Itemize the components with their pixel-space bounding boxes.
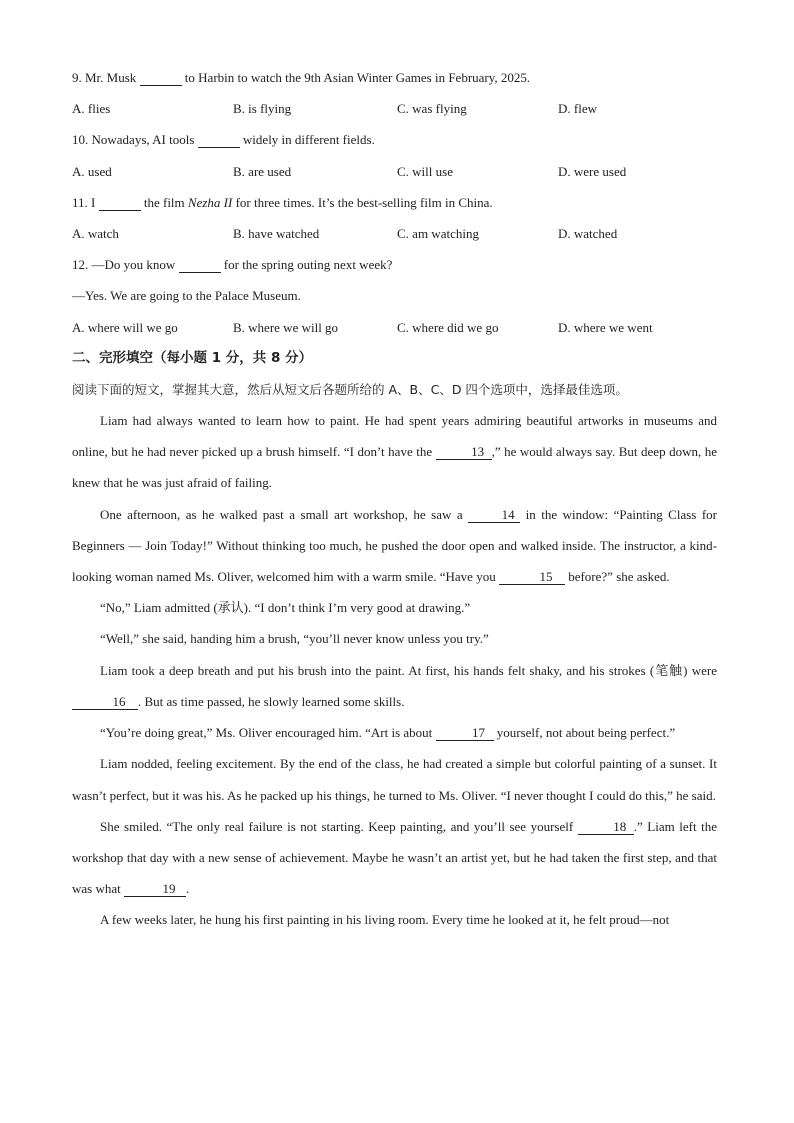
options-10 xyxy=(72,156,717,187)
blank-15: 15 xyxy=(499,570,565,585)
option-b: B. are used xyxy=(233,163,292,179)
passage-text: “You’re doing great,” Ms. Oliver encouraged him. “Art is about xyxy=(100,725,436,741)
option-d: D. flew xyxy=(558,101,597,117)
option-d: D. were used xyxy=(558,163,627,179)
blank-19: 19 xyxy=(124,882,186,897)
answer-blank xyxy=(198,133,240,148)
passage-text: before?” she asked. xyxy=(564,569,670,585)
question-stem: the film xyxy=(140,194,188,210)
film-title: Nezha II xyxy=(187,194,233,210)
option-a: A. watch xyxy=(72,225,119,241)
passage-text: ,” he would always say. But deep down, he knew that he was just afraid of failing. xyxy=(72,444,717,491)
passage-paragraph-3: “No,” Liam admitted (承认). “I don’t think I’m very good at drawing.” xyxy=(100,600,471,616)
blank-17: 17 xyxy=(436,726,494,741)
option-c: C. where did we go xyxy=(397,319,499,335)
question-stem: 10. Nowadays, AI tools xyxy=(72,132,198,148)
passage-paragraph-1 xyxy=(72,405,717,499)
passage-paragraph-4: “Well,” she said, handing him a brush, “you’ll never know unless you try.” xyxy=(100,631,489,647)
question-stem: 11. I xyxy=(72,194,99,210)
option-c: C. was flying xyxy=(397,101,467,117)
option-d: D. watched xyxy=(558,225,618,241)
question-stem: for the spring outing next week? xyxy=(220,257,393,273)
option-d: D. where we went xyxy=(558,319,653,335)
passage-text: . xyxy=(186,881,190,897)
blank-16: 16 xyxy=(72,695,138,710)
options-12 xyxy=(72,312,717,343)
option-c: C. will use xyxy=(397,163,453,179)
options-11 xyxy=(72,218,717,249)
option-b: B. is flying xyxy=(233,101,292,117)
blank-18: 18 xyxy=(578,820,634,835)
passage-text: yourself, not about being perfect.” xyxy=(493,725,676,741)
question-11 xyxy=(72,187,717,218)
passage-text: One afternoon, as he walked past a small art workshop, he saw a xyxy=(100,506,469,522)
section-title: 二、完形填空（每小题 1 分，共 8 分） xyxy=(72,349,313,366)
question-stem: to Harbin to watch the 9th Asian Winter Games in February, 2025. xyxy=(181,70,531,85)
answer-blank xyxy=(99,196,141,211)
question-stem: for three times. It’s the best-selling film in China. xyxy=(232,194,493,210)
passage-paragraph-5 xyxy=(72,655,717,717)
option-a: A. flies xyxy=(72,101,111,117)
passage-text: . But as time passed, he slowly learned some skills. xyxy=(138,693,405,709)
answer-blank xyxy=(140,71,182,86)
passage-paragraph-9: A few weeks later, he hung his first painting in his living room. Every time he looked at it, he felt proud—not xyxy=(100,912,670,928)
options-9 xyxy=(72,93,717,124)
passage-text: Liam took a deep breath and put his brush into the paint. At first, his hands felt shaky, and his strokes (笔触) were xyxy=(100,662,717,678)
blank-14: 14 xyxy=(468,508,520,523)
option-b: B. have watched xyxy=(233,225,320,241)
exam-page xyxy=(72,62,717,936)
passage-paragraph-7: Liam nodded, feeling excitement. By the end of the class, he had created a simple but colorful painting of a sunset. It wasn’t perfect, but it was his. As he packed up his things, he turned to Ms. Oliver. “I never thought I could do this,” he said. xyxy=(72,756,717,803)
passage-text: She smiled. “The only real failure is not starting. Keep painting, and you’ll see yourself xyxy=(100,818,578,834)
question-stem: 12. —Do you know xyxy=(72,257,179,273)
blank-13: 13 xyxy=(436,445,492,460)
passage-paragraph-2 xyxy=(72,499,717,593)
passage-paragraph-8 xyxy=(72,811,717,905)
option-a: A. used xyxy=(72,163,112,179)
option-c: C. am watching xyxy=(397,225,479,241)
question-stem: widely in different fields. xyxy=(239,132,375,148)
passage-text: .” Liam left the workshop that day with a new sense of achievement. Maybe he wasn’t an artist yet, but he had taken the first step, and that was what xyxy=(72,818,717,897)
option-a: A. where will we go xyxy=(72,319,178,335)
question-10 xyxy=(72,124,717,155)
question-9 xyxy=(72,62,717,93)
answer-blank xyxy=(179,258,221,273)
passage-text: Liam had always wanted to learn how to paint. He had spent years admiring beautiful artworks in museums and online, but he had never picked up a brush himself. “I don’t have the xyxy=(72,413,717,460)
question-12-reply: —Yes. We are going to the Palace Museum. xyxy=(72,288,301,304)
passage-paragraph-6 xyxy=(72,717,717,748)
passage-text: in the window: “Painting Class for Beginners — Join Today!” Without thinking too much, he pushed the door open and walked inside. The instructor, a kind-looking woman named Ms. Oliver, welcomed him with a warm smile. “Have you xyxy=(72,506,717,585)
question-stem: 9. Mr. Musk xyxy=(72,70,140,85)
question-12 xyxy=(72,249,717,280)
option-b: B. where we will go xyxy=(233,319,339,335)
section-instruction: 阅读下面的短文，掌握其大意，然后从短文后各题所给的 A、B、C、D 四个选项中，选择最佳选项。 xyxy=(72,381,628,397)
